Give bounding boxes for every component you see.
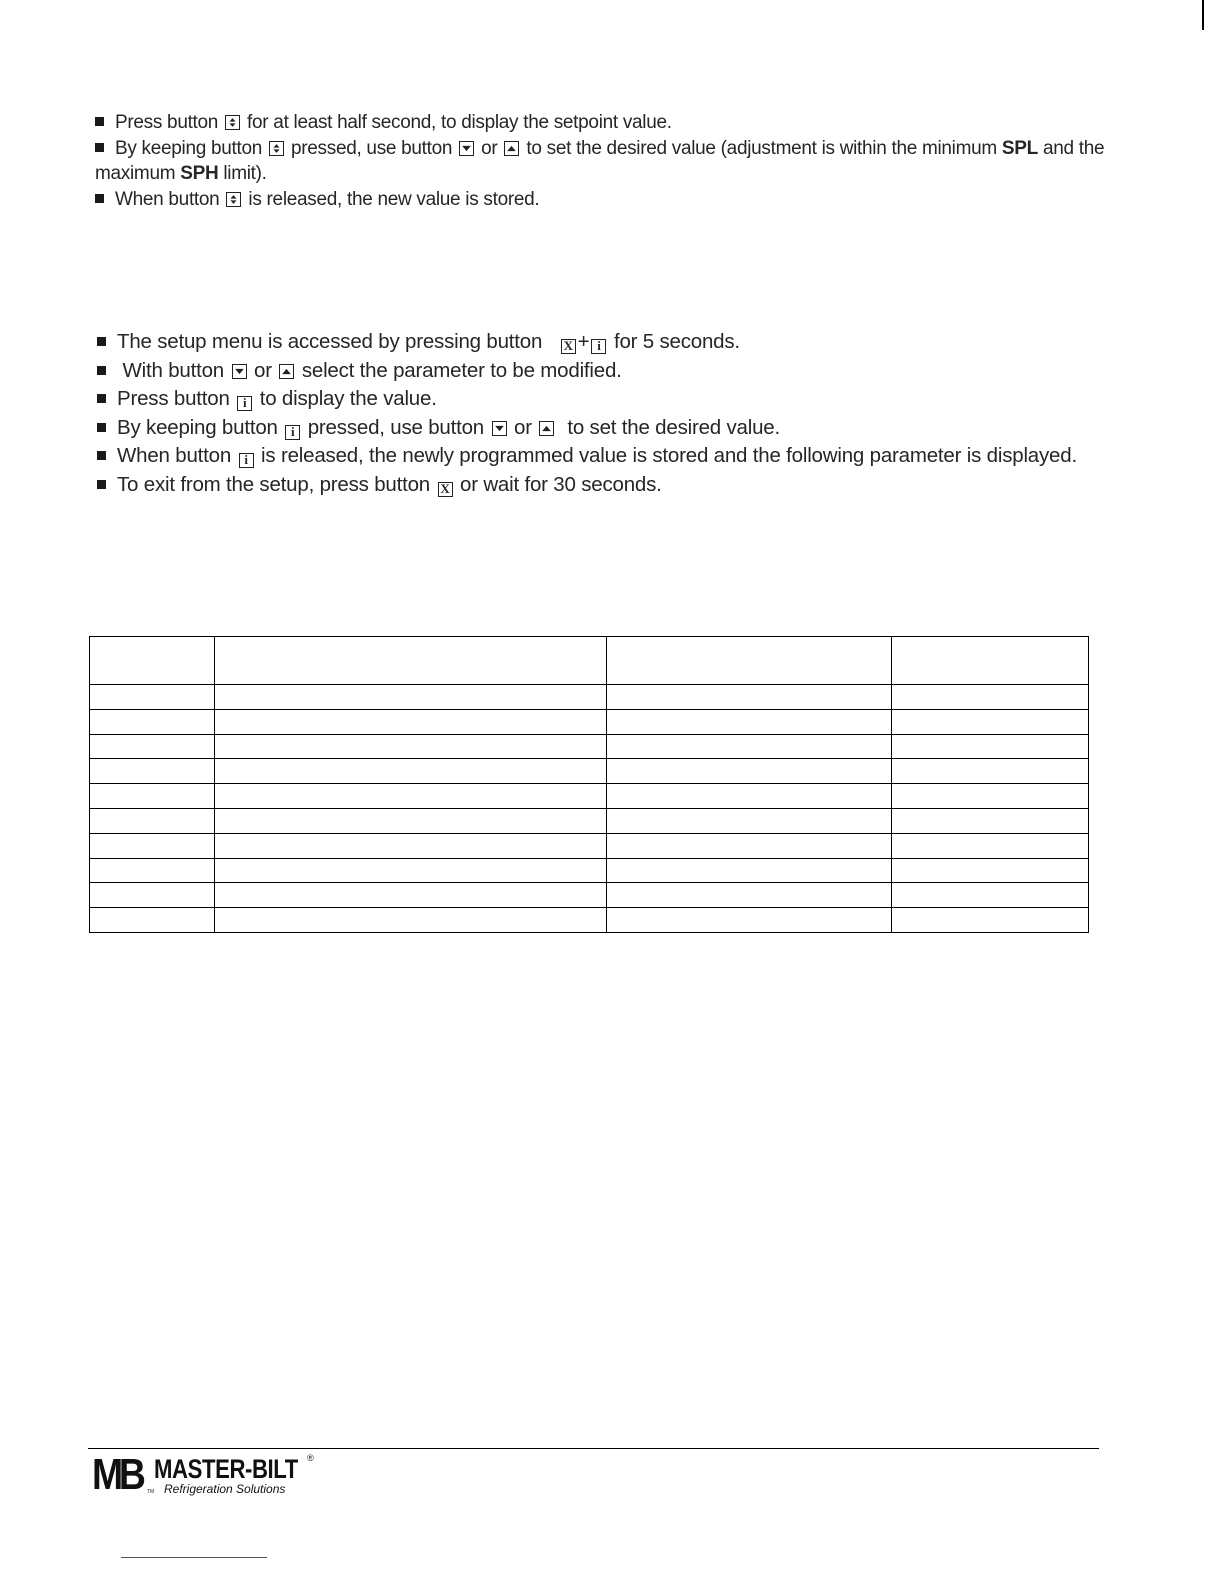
info-i-button-icon: i [239, 453, 254, 468]
table-header-row [90, 637, 1089, 685]
table-cell [607, 709, 892, 734]
table-header-cell [892, 637, 1089, 685]
bullet [97, 423, 106, 432]
table-cell [215, 685, 607, 710]
table-row [90, 883, 1089, 908]
trademark-symbol: TM [147, 1489, 155, 1495]
table-cell [90, 784, 215, 809]
brand-name: MASTER-BILT [154, 1454, 298, 1484]
table-row [90, 784, 1089, 809]
table-cell [90, 883, 215, 908]
table-cell [607, 734, 892, 759]
brand-tagline: Refrigeration Solutions [164, 1482, 286, 1496]
table-cell [892, 784, 1089, 809]
instruction-line: When button i is released, the newly programmed value is stored and the following parameter is displayed. [97, 442, 1107, 471]
table-cell [215, 759, 607, 784]
exit-x-button-icon: X [561, 339, 576, 354]
table-cell [215, 833, 607, 858]
table-cell [607, 908, 892, 933]
table-cell [892, 759, 1089, 784]
table-cell [892, 883, 1089, 908]
table-cell [892, 808, 1089, 833]
instruction-line: By keeping button i pressed, use button or to set the desired value. [97, 414, 1107, 443]
table-row [90, 808, 1089, 833]
table-cell [90, 808, 215, 833]
table-cell [215, 908, 607, 933]
table-header-cell [607, 637, 892, 685]
table-cell [892, 908, 1089, 933]
footer-link-underline[interactable] [121, 1557, 267, 1558]
table-cell [892, 858, 1089, 883]
table-cell [90, 685, 215, 710]
setpoint-instructions [95, 110, 1105, 212]
bullet [97, 480, 106, 489]
instruction-line: The setup menu is accessed by pressing button X + i for 5 seconds. [97, 328, 1107, 357]
parameter-table [89, 636, 1089, 933]
info-i-button-icon: i [237, 396, 252, 411]
set-button-icon [226, 192, 241, 207]
instruction-line: When button is released, the new value is stored. [95, 187, 1105, 213]
table-cell [607, 808, 892, 833]
logo-mark: MB [92, 1450, 142, 1499]
up-arrow-button-icon [539, 421, 554, 436]
table-cell [90, 858, 215, 883]
table-cell [215, 784, 607, 809]
table-cell [215, 858, 607, 883]
table-cell [90, 833, 215, 858]
table-cell [90, 908, 215, 933]
table-cell [892, 833, 1089, 858]
table-row [90, 833, 1089, 858]
table-cell [892, 685, 1089, 710]
instruction-line: Press button for at least half second, to display the setpoint value. [95, 110, 1105, 136]
instruction-line: Press button i to display the value. [97, 385, 1107, 414]
table-row [90, 709, 1089, 734]
table-cell [90, 709, 215, 734]
master-bilt-logo [92, 1450, 332, 1499]
table-cell [215, 808, 607, 833]
table-cell [607, 883, 892, 908]
bullet [97, 394, 106, 403]
info-i-button-icon: i [591, 339, 606, 354]
table-cell [90, 759, 215, 784]
down-arrow-button-icon [492, 421, 507, 436]
instruction-line: To exit from the setup, press button X or wait for 30 seconds. [97, 471, 1107, 500]
registered-symbol: ® [307, 1453, 314, 1463]
up-arrow-button-icon [504, 141, 519, 156]
table-row [90, 858, 1089, 883]
instruction-line: With button or select the parameter to be modified. [97, 357, 1107, 386]
table-row [90, 908, 1089, 933]
exit-x-button-icon: X [438, 482, 453, 497]
bullet [97, 366, 106, 375]
info-i-button-icon: i [285, 425, 300, 440]
table-cell [607, 833, 892, 858]
table-cell [607, 858, 892, 883]
down-arrow-button-icon [232, 364, 247, 379]
footer-divider [88, 1448, 1099, 1449]
setup-menu-instructions [97, 328, 1107, 500]
table-cell [892, 734, 1089, 759]
set-button-icon [225, 115, 240, 130]
bullet [97, 451, 106, 460]
table-header-cell [215, 637, 607, 685]
table-cell [892, 709, 1089, 734]
table-cell [215, 709, 607, 734]
table-row [90, 685, 1089, 710]
bullet [95, 194, 104, 203]
bullet [95, 143, 104, 152]
instruction-line: By keeping button pressed, use button or to set the desired value (adjustment is within the minimum SPL and the maximum SPH limit). [95, 137, 1105, 184]
table-cell [215, 734, 607, 759]
table-cell [607, 759, 892, 784]
up-arrow-button-icon [279, 364, 294, 379]
table-cell [215, 883, 607, 908]
table-cell [607, 784, 892, 809]
table-cell [607, 685, 892, 710]
down-arrow-button-icon [459, 141, 474, 156]
bullet [97, 337, 106, 346]
bullet [95, 117, 104, 126]
set-button-icon [269, 141, 284, 156]
corner-crop-mark [1202, 0, 1204, 30]
table-cell [90, 734, 215, 759]
table-row [90, 734, 1089, 759]
table-header-cell [90, 637, 215, 685]
table-row [90, 759, 1089, 784]
